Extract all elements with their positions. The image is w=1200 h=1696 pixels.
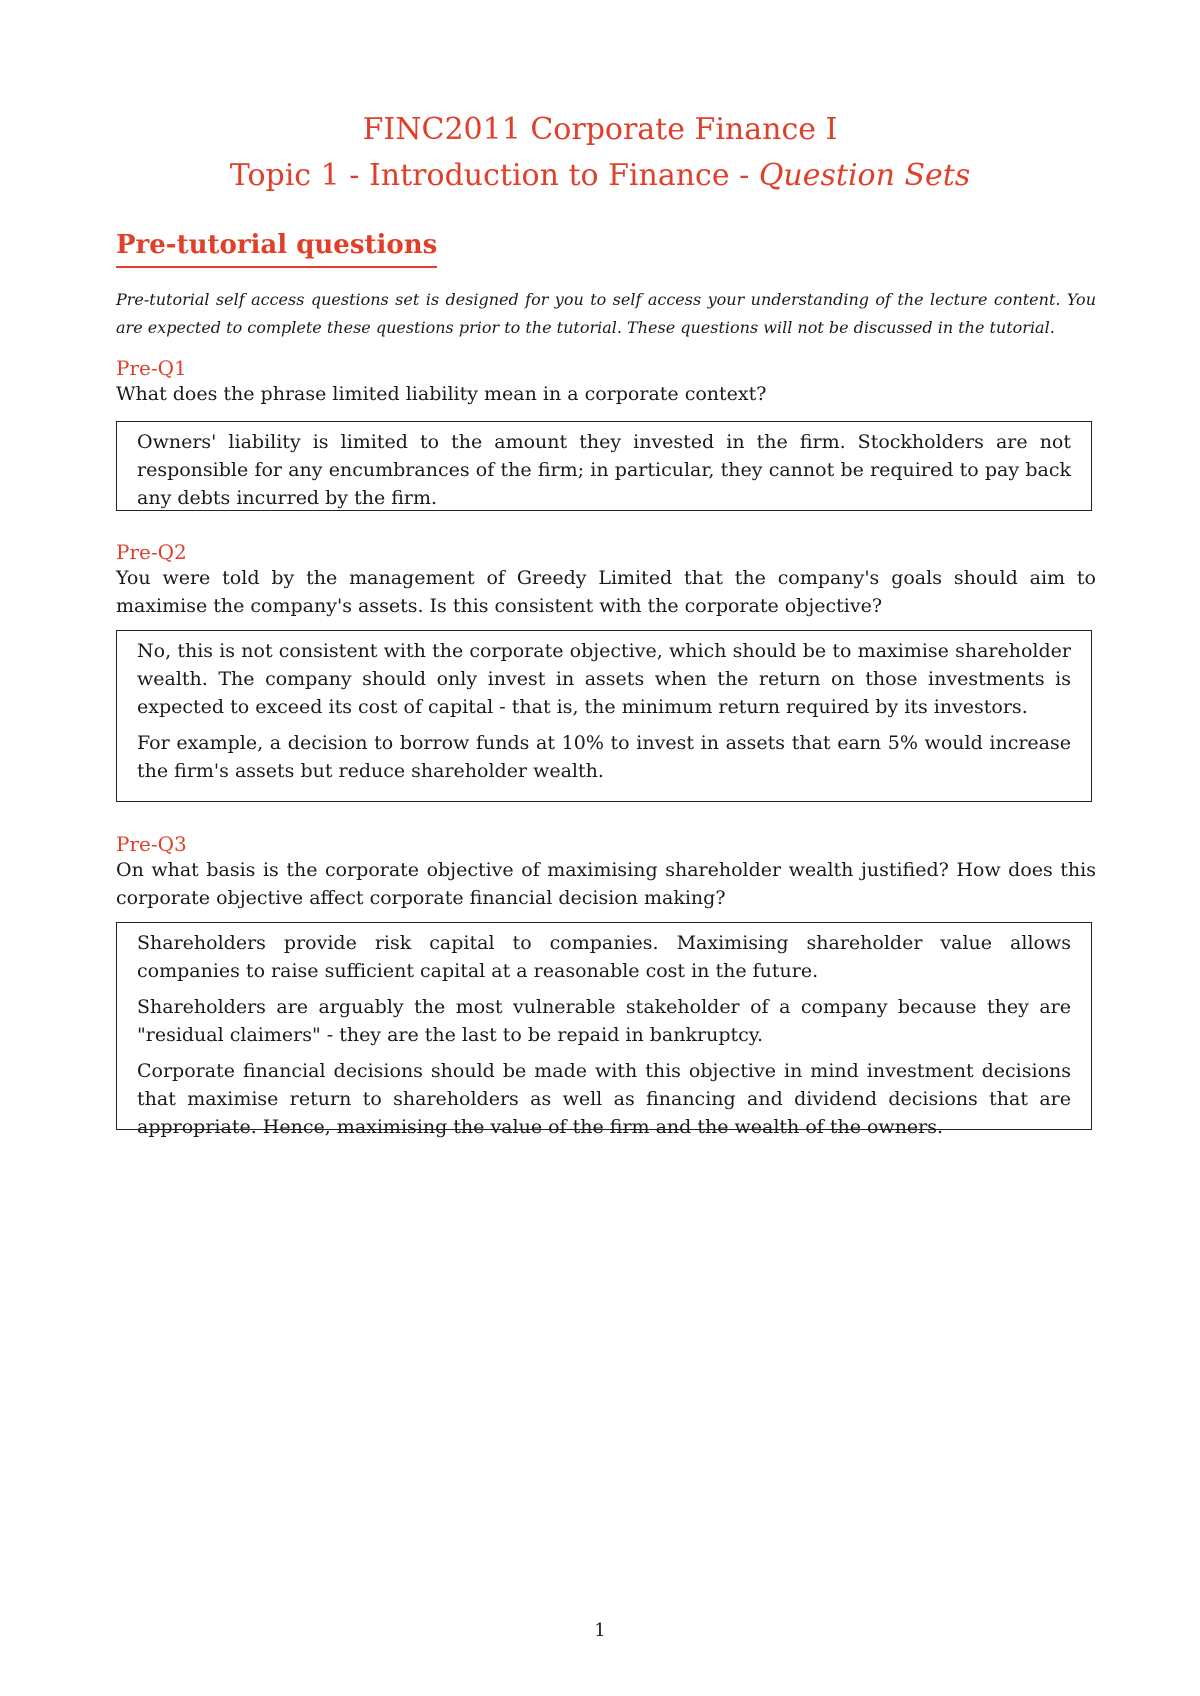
section-intro: Pre-tutorial self access questions set is designed for you to self access your understanding of the lecture content. You are expected to complete these questions prior to the tutorial. These questions will not be discussed in the tutorial. bbox=[116, 290, 1096, 337]
document-title bbox=[0, 108, 1200, 198]
topic-title-italic: Question Sets bbox=[758, 158, 971, 193]
answer-paragraph: Shareholders are arguably the most vulnerable stakeholder of a company because they are "residual claimers" - they are the last to be repaid in bankruptcy. bbox=[137, 996, 1071, 1046]
question-label-2: Pre-Q2 bbox=[116, 540, 187, 564]
question-label-3: Pre-Q3 bbox=[116, 832, 187, 856]
answer-box-2 bbox=[116, 630, 1092, 802]
answer-box-1 bbox=[116, 421, 1092, 511]
answer-paragraph: Corporate financial decisions should be made with this objective in mind investment decisions that maximise return to shareholders as well as financing and dividend decisions that are appropriate. Hence, maximising the value of the firm and the wealth of the owners. bbox=[137, 1060, 1071, 1138]
answer-paragraph: No, this is not consistent with the corporate objective, which should be to maximise shareholder wealth. The company should only invest in assets when the return on those investments is expected to exceed its cost of capital - that is, the minimum return required by its investors. bbox=[137, 640, 1071, 718]
answer-paragraph: For example, a decision to borrow funds at 10% to invest in assets that earn 5% would increase the firm's assets but reduce shareholder wealth. bbox=[137, 732, 1071, 782]
topic-title bbox=[0, 154, 1200, 198]
topic-title-plain: Topic 1 - Introduction to Finance - bbox=[229, 158, 759, 193]
question-text-3: On what basis is the corporate objective of maximising shareholder wealth justified? How does this corporate objective affect corporate financial decision making? bbox=[116, 859, 1096, 909]
page-number: 1 bbox=[594, 1620, 606, 1641]
answer-paragraph: Shareholders provide risk capital to companies. Maximising shareholder value allows companies to raise sufficient capital at a reasonable cost in the future. bbox=[137, 932, 1071, 982]
answer-paragraph: Owners' liability is limited to the amount they invested in the firm. Stockholders are not responsible for any encumbrances of the firm; in particular, they cannot be required to pay back any debts incurred by the firm. bbox=[137, 431, 1071, 509]
section-heading: Pre-tutorial questions bbox=[116, 228, 437, 268]
question-text-1: What does the phrase limited liability mean in a corporate context? bbox=[116, 383, 767, 405]
answer-box-3 bbox=[116, 922, 1092, 1138]
question-label-1: Pre-Q1 bbox=[116, 356, 187, 380]
question-text-2: You were told by the management of Greedy Limited that the company's goals should aim to maximise the company's assets. Is this consistent with the corporate objective? bbox=[116, 567, 1096, 617]
course-title: FINC2011 Corporate Finance I bbox=[362, 112, 838, 147]
